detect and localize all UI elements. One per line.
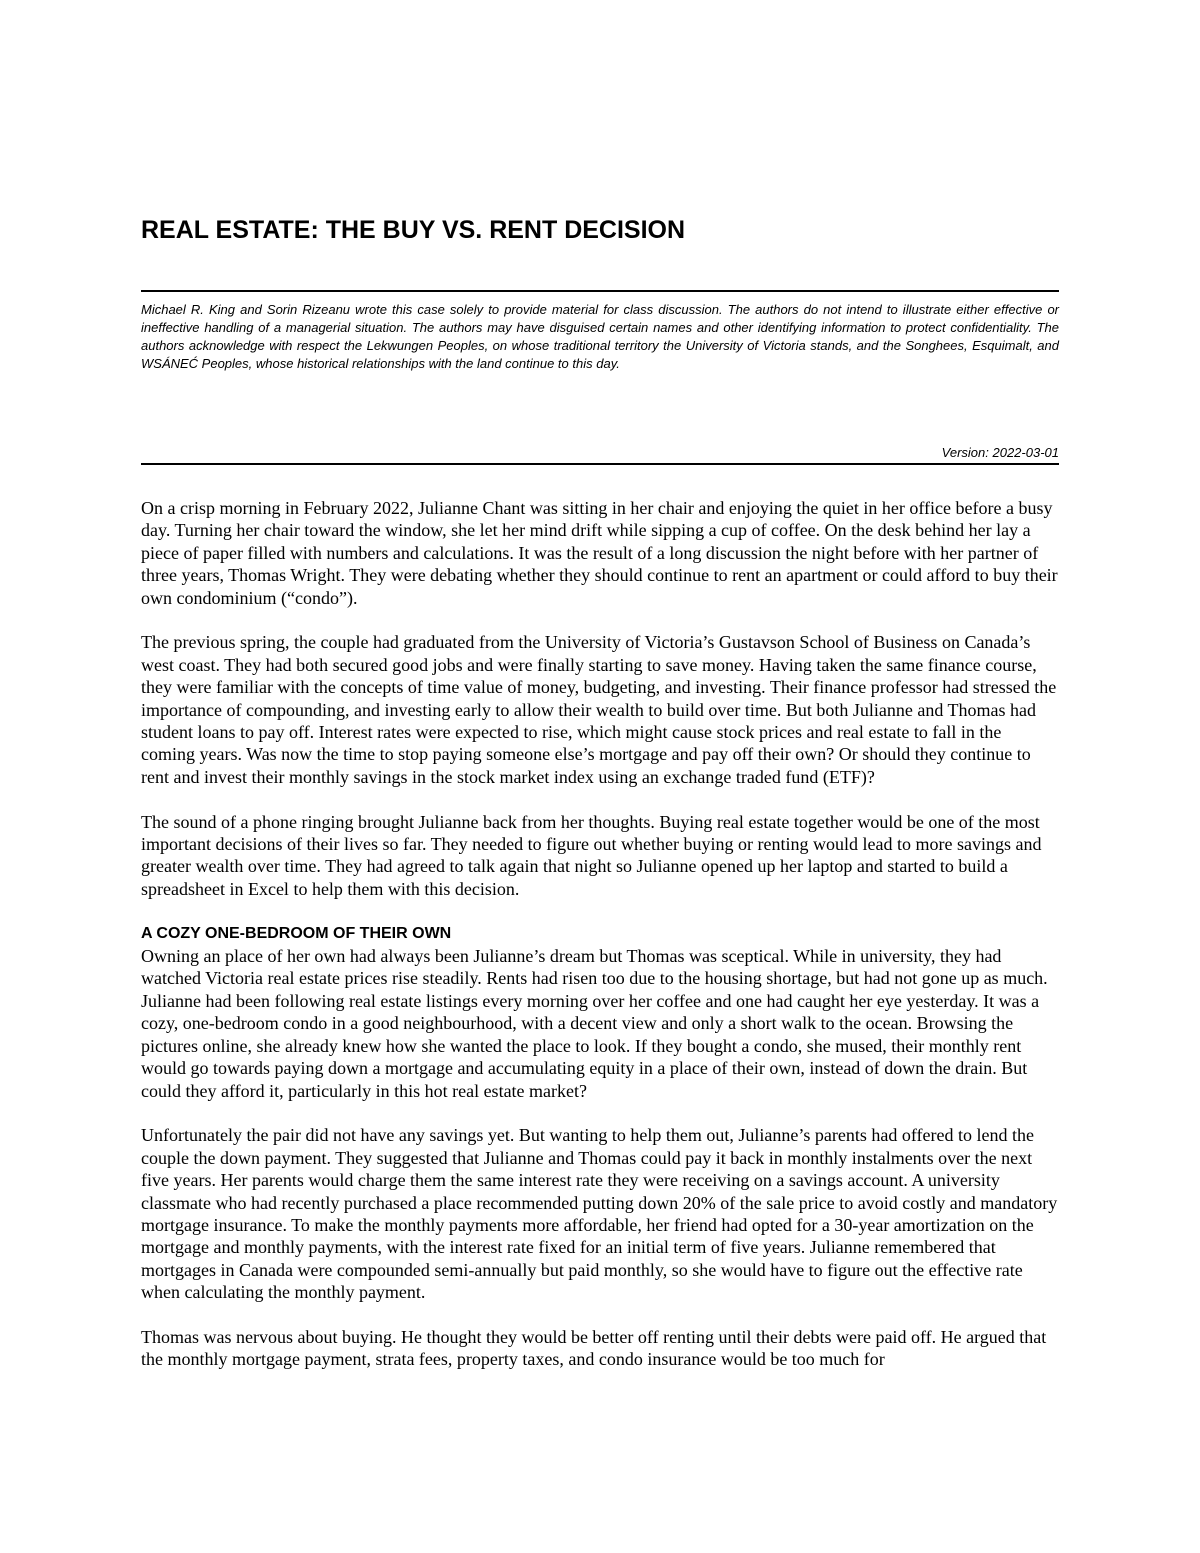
header-divider-top (141, 290, 1059, 292)
header-divider-bottom (141, 463, 1059, 465)
body-paragraph: The sound of a phone ringing brought Julianne back from her thoughts. Buying real estate together would be one of the most important decisions of their lives so far. They needed to figure out whether buying or renting would lead to more savings and greater wealth over time. They had agreed to talk again that night so Julianne opened up her laptop and started to build a spreadsheet in Excel to help them with this decision. (141, 811, 1042, 899)
section-heading: A COZY ONE-BEDROOM OF THEIR OWN (141, 924, 452, 942)
body-paragraph: On a crisp morning in February 2022, Julianne Chant was sitting in her chair and enjoying the quiet in her office before a busy day. Turning her chair toward the window, she let her mind drift while sipping a cup of coffee. On the desk behind her lay a piece of paper filled with numbers and calculations. It was the result of a long discussion the night before with her partner of three years, Thomas Wright. They were debating whether they should continue to rent an apartment or could afford to buy their own condominium (“condo”). (141, 498, 1058, 608)
version-label: Version: 2022-03-01 (941, 445, 1059, 460)
case-body (141, 497, 1059, 1393)
body-paragraph: Unfortunately the pair did not have any savings yet. But wanting to help them out, Julianne’s parents had offered to lend the couple the down payment. They suggested that Julianne and Thomas could pay it back in monthly instalments over the next five years. Her parents would charge them the same interest rate they were receiving on a savings account. A university classmate who had recently purchased a place recommended putting down 20% of the sale price to avoid costly and mandatory mortgage insurance. To make the monthly payments more affordable, her friend had opted for a 30-year amortization on the mortgage and monthly payments, with the interest rate fixed for an initial term of five years. Julianne remembered that mortgages in Canada were compounded semi-annually but paid monthly, so she would have to figure out the effective rate when calculating the monthly payment. (141, 1125, 1058, 1303)
body-paragraph: The previous spring, the couple had graduated from the University of Victoria’s Gustavson School of Business on Canada’s west coast. They had both secured good jobs and were finally starting to save money. Having taken the same finance course, they were familiar with the concepts of time value of money, budgeting, and investing. Their finance professor had stressed the importance of compounding, and investing early to allow their wealth to build over time. But both Julianne and Thomas had student loans to pay off. Interest rates were expected to rise, which might cause stock prices and real estate to fall in the coming years. Was now the time to stop paying someone else’s mortgage and pay off their own? Or should they continue to rent and invest their monthly savings in the stock market index using an exchange traded fund (ETF)? (141, 632, 1057, 787)
body-paragraph: Thomas was nervous about buying. He thought they would be better off renting until their debts were paid off. He argued that the monthly mortgage payment, strata fees, property taxes, and condo insurance would be too much for (141, 1326, 1047, 1370)
document-title: REAL ESTATE: THE BUY VS. RENT DECISION (141, 216, 686, 244)
body-paragraph: Owning an place of her own had always been Julianne’s dream but Thomas was sceptical. While in university, they had watched Victoria real estate prices rise steadily. Rents had risen too due to the housing shortage, but had not gone up as much. Julianne had been following real estate listings every morning over her coffee and one had caught her eye yesterday. It was a cozy, one-bedroom condo in a good neighbourhood, with a decent view and only a short walk to the ocean. Browsing the pictures online, she already knew how she wanted the place to look. If they bought a condo, she mused, their monthly rent would go towards paying down a mortgage and accumulating equity in a place of their own, instead of down the drain. But could they afford it, particularly in this hot real estate market? (141, 946, 1048, 1101)
authorship-disclaimer: Michael R. King and Sorin Rizeanu wrote this case solely to provide material for class discussion. The authors do not intend to illustrate either effective or ineffective handling of a managerial situation. The authors may have disguised certain names and other identifying information to protect confidentiality. The authors acknowledge with respect the Lekwungen Peoples, on whose traditional territory the University of Victoria stands, and the Songhees, Esquimalt, and WSÁNEĆ Peoples, whose historical relationships with the land continue to this day. (141, 302, 1059, 371)
